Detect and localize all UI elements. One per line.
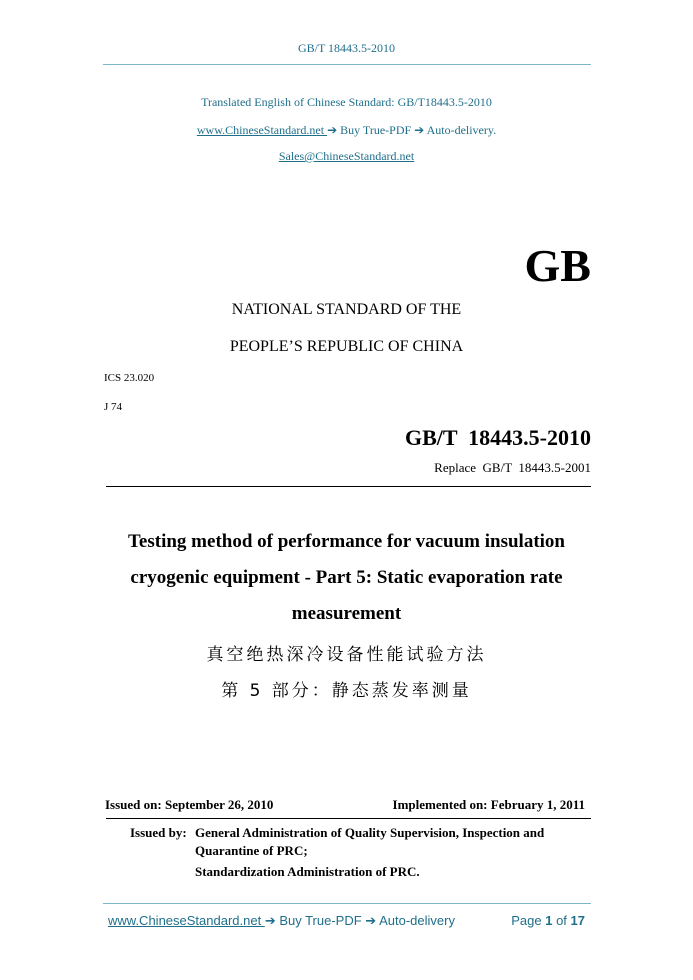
issued-date: Issued on: September 26, 2010 [105,797,274,812]
email-row [0,149,693,164]
title-rule [106,486,591,487]
notice-line: Translated English of Chinese Standard: GB/T18443.5-2010 [201,95,492,109]
page-total: 17 [570,913,585,928]
header-code: GB/T 18443.5-2010 [297,41,396,55]
chinese-title-line-1: 真空绝热深冷设备性能试验方法 [206,645,487,665]
footer-site-link[interactable]: www.ChineseStandard.net [108,913,265,928]
issuer-label: Issued by: [130,825,187,840]
national-line-1: NATIONAL STANDARD OF THE [231,301,462,318]
title-line-2: cryogenic equipment - Part 5: Static evaporation rate [130,567,563,588]
title-line-1: Testing method of performance for vacuum insulation [128,531,565,552]
footer-buy-text: ➔ Buy True-PDF ➔ Auto-delivery [264,913,455,928]
buy-text: ➔ Buy True-PDF ➔ Auto-delivery. [327,123,497,137]
ics-code: ICS 23.020 [104,372,155,384]
page-word: Page [511,913,542,928]
email-link[interactable]: Sales@ChineseStandard.net [278,149,415,163]
issuer-line-2: Quarantine of PRC; [195,843,308,858]
gb-logo: GB [524,240,591,291]
site-link[interactable]: www.ChineseStandard.net [196,123,328,137]
footer-links [108,913,455,929]
page-indicator [511,913,585,928]
implemented-date: Implemented on: February 1, 2011 [392,797,585,812]
issuer-line-3: Standardization Administration of PRC. [195,864,420,879]
of-word: of [556,913,567,928]
dates-rule [106,818,591,819]
ccs-code: J 74 [104,401,123,413]
standard-number: GB/T 18443.5-2010 [404,425,591,450]
notice-links [0,123,693,138]
national-line-2: PEOPLE’S REPUBLIC OF CHINA [229,338,464,355]
header-rule [103,64,591,65]
footer-rule [103,903,591,904]
chinese-title-line-2: 第 5 部分：静态蒸发率测量 [221,681,472,701]
replace-note: Replace GB/T 18443.5-2001 [434,460,591,475]
title-line-3: measurement [291,603,402,624]
page-number: 1 [545,913,553,928]
issuer-line-1: General Administration of Quality Supervision, Inspection and [195,825,545,840]
